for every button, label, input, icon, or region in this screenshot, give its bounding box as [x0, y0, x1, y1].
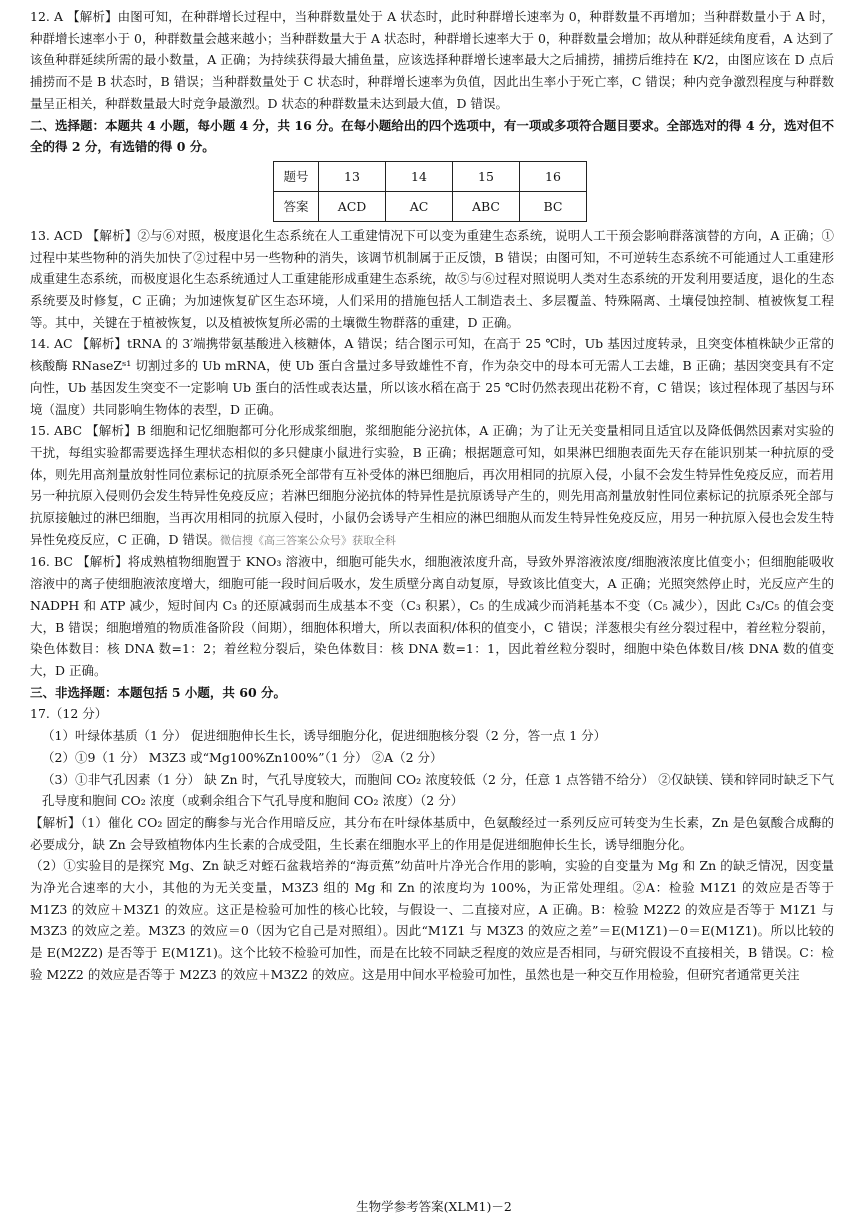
q17-heading: 17.（12 分） [30, 706, 108, 722]
q15-explanation: 15. ABC 【解析】B 细胞和记忆细胞都可分化形成浆细胞，浆细胞能分泌抗体，A 正确；为了让无关变量相同且适宜以及降低偶然因素对实验的干扰，每组实验都需要选择生理状态相似的多只健康小鼠进行实验，B 正确；根据题意可知，如果淋巴细胞表面先天存在能识别某一种抗原的受体，则先用高剂量放射性同位素标记的抗原杀死全部带有互补受体的淋巴细胞后，再次用相同的抗原入侵，小鼠不会发生特异性免疫反应，而若用另一种抗原入侵则仍会发生特异性免疫反应；若淋巴细胞分泌抗体的特异性是抗原诱导产生的，则先用高剂量放射性同位素标记的抗原杀死全部与抗原接触过的淋巴细胞，当再次用相同的抗原入侵时，小鼠仍会诱导产生相应的淋巴细胞从而发生特异性免疫反应，用另一种抗原入侵也会发生特异性免疫反应，C 正确，D 错误。 [30, 423, 834, 547]
table-cell: 13 [319, 161, 386, 191]
table-cell: 15 [453, 161, 520, 191]
q14-explanation: 14. AC 【解析】tRNA 的 3′端携带氨基酸进入核糖体，A 错误；结合图示可知，在高于 25 ℃时，Ub 基因过度转录，且突变体植株缺少正常的核酸酶 RNaseZˢ¹ 切割过多的 Ub mRNA，使 Ub 蛋白含量过多导致雄性不育，作为杂交中的母本可无需人工去雄，B 正确；基因突变具有不定向性，Ub 基因发生突变不一定影响 Ub 蛋白的活性或表达量，所以该水稻在高于 25 ℃时仍然表现出花粉不育，C 错误；该过程体现了基因与环境（温度）共同影响生物体的表型，D 正确。 [30, 336, 834, 417]
table-row-answers [274, 191, 587, 221]
table-cell: 16 [520, 161, 587, 191]
section-3-heading: 三、非选择题：本题包括 5 小题，共 60 分。 [30, 684, 287, 700]
q17-answer-2: （2）①9（1 分） M3Z3 或“Mg100%Zn100%”（1 分） ②A（2 分） [42, 749, 443, 765]
q12-explanation: 12. A 【解析】由图可知，在种群增长过程中，当种群数量处于 A 状态时，此时种群增长速率为 0，种群数量不再增加；当种群数量小于 A 时，种群增长速率小于 0，种群数量会越来越小；当种群数量大于 A 状态时，种群增长速率大于 0，种群数量会增加；故从种群延续角度看，A 达到了该鱼种群延续所需的最小数量，A 正确；为持续获得最大捕鱼量，应该选择种群增长速率最大之后捕捞，捕捞后维持在 K/2，由图应该在 D 点后捕捞而不是 B 状态时，B 错误；当种群数量处于 C 状态时，种群增长速率为负值，因此出生率小于死亡率，C 错误；种内竞争激烈程度与种群数量呈正相关，种群数量最大时竞争最激烈。D 状态的种群数量未达到最大值，D 错误。 [30, 9, 834, 111]
q17-explanation-2: （2）①实验目的是探究 Mg、Zn 缺乏对蛭石盆栽培养的“海贡蕉”幼苗叶片净光合作用的影响，实验的自变量为 Mg 和 Zn 的缺乏情况，因变量为净光合速率的大小，其他的为无关变量，M3Z3 组的 Mg 和 Zn 的浓度均为 100%，为正常处理组。②A：检验 M1Z1 的效应是否等于 M1Z3 的效应＋M3Z1 的效应。这正是检验可加性的核心比较，与假设一、二直接对应，A 正确。B：检验 M2Z2 的效应是否等于 M1Z1 与 M3Z3 的效应之差。M3Z3 的效应＝0（因为它自己是对照组）。因此“M1Z1 与 M3Z3 的效应之差”＝E(M1Z1)－0＝E(M1Z1)。所以比较的是 E(M2Z2) 是否等于 E(M1Z1)。这个比较不检验可加性，而是在比较不同缺乏程度的效应是否相同，与研究假设不直接相关，B 错误。C：检验 M2Z2 的效应是否等于 M2Z3 的效应＋M3Z2 的效应。这是用中间水平检验可加性，虽然也是一种交互作用检验，但研究者通常更关注 [30, 858, 834, 982]
q16-explanation: 16. BC 【解析】将成熟植物细胞置于 KNO₃ 溶液中，细胞可能失水，细胞液浓度升高，导致外界溶液浓度/细胞液浓度比值变小；但细胞能吸收溶液中的离子使细胞液浓度增大，细胞可能一段时间后吸水，发生质壁分离自动复原，导致该比值变大，A 正确；光照突然停止时，光反应产生的 NADPH 和 ATP 减少，短时间内 C₃ 的还原减弱而生成基本不变（C₃ 积累），C₅ 的生成减少而消耗基本不变（C₅ 减少），因此 C₃/C₅ 的值会变大，B 错误；细胞增殖的物质准备阶段（间期），细胞体积增大，所以表面积/体积的值变小，C 错误；洋葱根尖有丝分裂过程中，着丝粒分裂前，染色体数目：核 DNA 数=1：2；着丝粒分裂后，染色体数目：核 DNA 数=1：1，因此着丝粒分裂时，细胞中染色体数目/核 DNA 数的值变大，D 正确。 [30, 554, 834, 678]
table-header-cell: 题号 [274, 161, 319, 191]
table-cell: AC [386, 191, 453, 221]
page-footer: 生物学参考答案(XLM1)－2 [356, 1199, 512, 1214]
table-cell: ACD [319, 191, 386, 221]
table-cell: 14 [386, 161, 453, 191]
table-cell: BC [520, 191, 587, 221]
section-2-heading: 二、选择题：本题共 4 小题，每小题 4 分，共 16 分。在每小题给出的四个选项中，有一项或多项符合题目要求。全部选对的得 4 分，选对但不全的得 2 分，有选错的得 0 分。 [30, 117, 834, 155]
watermark-text: 微信搜《高三答案公众号》获取全科 [220, 533, 397, 547]
table-header-cell: 答案 [274, 191, 319, 221]
table-row-numbers [274, 161, 587, 191]
q15-block [30, 420, 834, 551]
q17-answer-1: （1）叶绿体基质（1 分） 促进细胞伸长生长，诱导细胞分化，促进细胞核分裂（2 分，答一点 1 分） [42, 728, 607, 744]
table-cell: ABC [453, 191, 520, 221]
q17-explanation-1: 【解析】（1）催化 CO₂ 固定的酶参与光合作用暗反应，其分布在叶绿体基质中，色氨酸经过一系列反应可转变为生长素，Zn 是色氨酸合成酶的必要成分，缺 Zn 会导致植物体内生长素的合成受阻，生长素在细胞水平上的作用是促进细胞伸长生长，诱导细胞分化。 [30, 814, 834, 852]
q13-explanation: 13. ACD 【解析】②与⑥对照，极度退化生态系统在人工重建情况下可以变为重建生态系统，说明人工干预会影响群落演替的方向，A 正确；①过程中某些物种的消失加快了②过程中另一些物种的消失，该调节机制属于正反馈，B 错误；由图可知，不可逆转生态系统不可能通过人工重建形成重建生态系统，而极度退化生态系统通过人工重建能形成重建生态系统，故⑤与⑥过程对照说明人类对生态系统的开发利用要适度，退化的生态系统要及时修复，C 正确；为加速恢复矿区生态环境，人们采用的措施包括人工制造表土、多层覆盖、特殊隔离、土壤侵蚀控制、植被恢复工程等。其中，关键在于植被恢复，以及植被恢复所必需的土壤微生物群落的重建，D 正确。 [30, 227, 834, 330]
answer-table [273, 161, 587, 222]
q17-answer-3: （3）①非气孔因素（1 分） 缺 Zn 时，气孔导度较大，而胞间 CO₂ 浓度较低（2 分，任意 1 点答错不给分） ②仅缺镁、镁和锌同时缺乏下气孔导度和胞间 CO₂ 浓度（或剩余组合下气孔导度和胞间 CO₂ 浓度）（2 分） [42, 771, 834, 809]
